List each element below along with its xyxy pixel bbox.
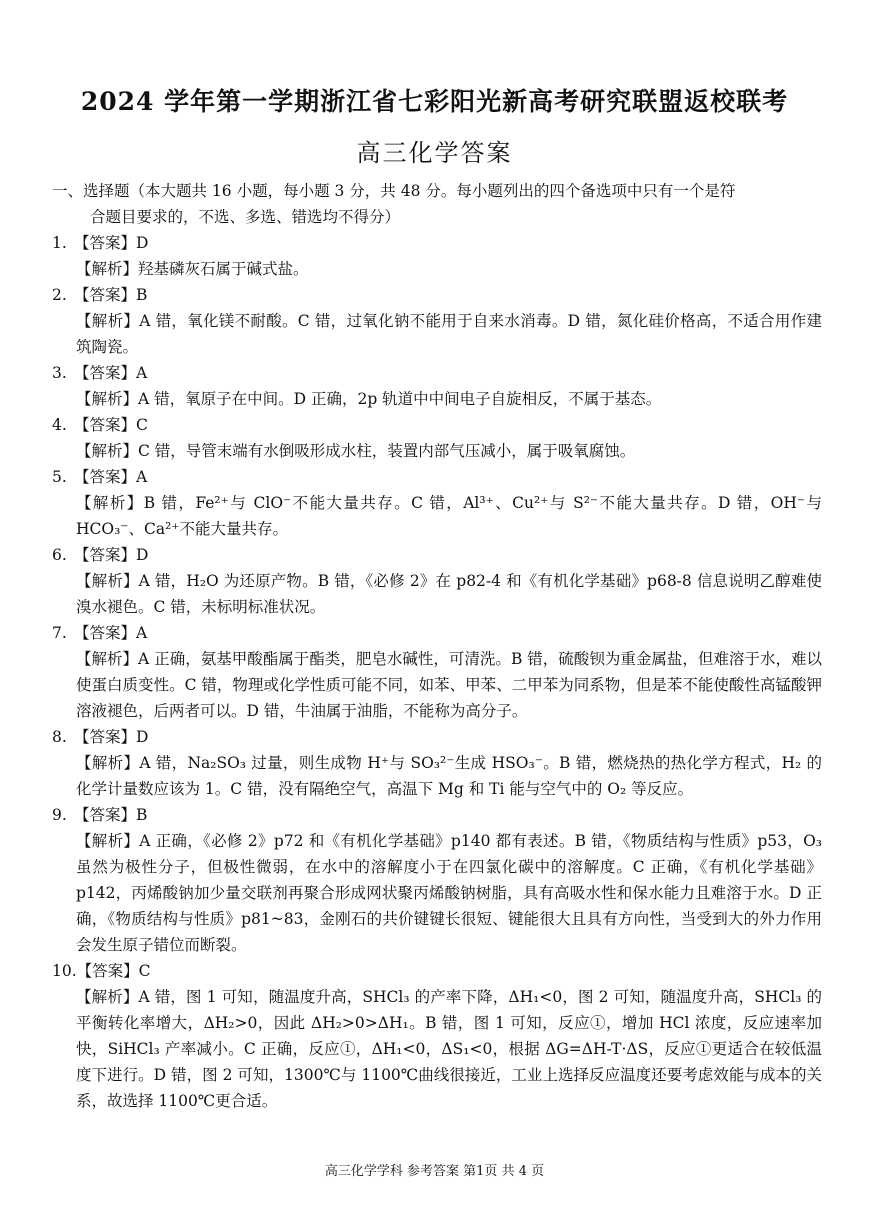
answer-content bbox=[52, 178, 822, 1114]
answer-item bbox=[52, 542, 822, 620]
item-explanation: 【解析】A 错，图 1 可知，随温度升高，SHCl₃ 的产率下降，ΔH₁<0，图 2 可知，随温度升高，SHCl₃ 的平衡转化率增大，ΔH₂>0，因此 ΔH₂>0>ΔH₁。B 错，图 1 可知，反应①，增加 HCl 浓度，反应速率加快，SiHCl₃ 产率减小。C 正确，反应①，ΔH₁<0，ΔS₁<0，根据 ΔG=ΔH-T·ΔS，反应①更适合在较低温度下进行。D 错，图 2 可知，1300℃与 1100℃曲线很接近，工业上选择反应温度还要考虑效能与成本的关系，故选择 1100℃更合适。 bbox=[76, 988, 822, 1110]
item-explanation: 【解析】A 错，Na₂SO₃ 过量，则生成物 H⁺与 SO₃²⁻生成 HSO₃⁻。B 错，燃烧热的热化学方程式，H₂ 的化学计量数应该为 1。C 错，没有隔绝空气，高温下 Mg 和 Ti 能与空气中的 O₂ 等反应。 bbox=[76, 754, 822, 798]
item-explanation: 【解析】A 正确，《必修 2》p72 和《有机化学基础》p140 都有表述。B 错，《物质结构与性质》p53，O₃ 虽然为极性分子，但极性微弱，在水中的溶解度小于在四氯化碳中的溶解度。C 正确，《有机化学基础》p142，丙烯酸钠加少量交联剂再聚合形成网状聚丙烯酸钠树脂，具有高吸水性和保水能力且难溶于水。D 正确，《物质结构与性质》p81~83，金刚石的共价键键长很短、键能很大且具有方向性，当受到大的外力作用会发生原子错位而断裂。 bbox=[76, 832, 822, 954]
item-explanation: 【解析】A 正确，氨基甲酸酯属于酯类，肥皂水碱性，可清洗。B 错，硫酸钡为重金属盐，但难溶于水，难以使蛋白质变性。C 错，物理或化学性质可能不同，如苯、甲苯、二甲苯为同系物，但是苯不能使酸性高锰酸钾溶液褪色，后两者可以。D 错，牛油属于油脂，不能称为高分子。 bbox=[76, 650, 822, 720]
item-number: 3. bbox=[52, 364, 67, 382]
section-heading bbox=[52, 178, 822, 230]
item-number: 8. bbox=[52, 728, 67, 746]
document-title: 2024 学年第一学期浙江省七彩阳光新高考研究联盟返校联考 bbox=[80, 87, 789, 116]
item-answer: 【答案】A bbox=[74, 468, 148, 486]
item-answer: 【答案】B bbox=[74, 286, 148, 304]
item-answer: 【答案】D bbox=[74, 234, 149, 252]
item-number: 6. bbox=[52, 546, 67, 564]
item-number: 7. bbox=[52, 624, 67, 642]
item-answer: 【答案】C bbox=[76, 962, 151, 980]
item-number: 10. bbox=[52, 962, 77, 980]
item-explanation: 【解析】A 错，氧原子在中间。D 正确，2p 轨道中中间电子自旋相反，不属于基态。 bbox=[76, 390, 662, 408]
answer-item bbox=[52, 802, 822, 958]
answer-item bbox=[52, 282, 822, 360]
item-explanation: 【解析】B 错，Fe²⁺与 ClO⁻不能大量共存。C 错，Al³⁺、Cu²⁺与 S²⁻不能大量共存。D 错，OH⁻与 HCO₃⁻、Ca²⁺不能大量共存。 bbox=[76, 494, 822, 538]
item-answer: 【答案】A bbox=[74, 364, 148, 382]
item-answer: 【答案】A bbox=[74, 624, 148, 642]
item-answer: 【答案】D bbox=[74, 546, 149, 564]
answer-item bbox=[52, 360, 822, 412]
answer-item bbox=[52, 958, 822, 1114]
item-number: 1. bbox=[52, 234, 67, 252]
answer-item bbox=[52, 464, 822, 542]
item-explanation: 【解析】A 错，氧化镁不耐酸。C 错，过氧化钠不能用于自来水消毒。D 错，氮化硅价格高，不适合用作建筑陶瓷。 bbox=[76, 312, 822, 356]
document-subtitle: 高三化学答案 bbox=[356, 139, 513, 167]
item-number: 4. bbox=[52, 416, 67, 434]
item-number: 2. bbox=[52, 286, 67, 304]
section-heading-cont: 合题目要求的，不选、多选、错选均不得分） bbox=[90, 208, 401, 226]
answer-item bbox=[52, 620, 822, 724]
item-answer: 【答案】B bbox=[74, 806, 148, 824]
item-explanation: 【解析】A 错，H₂O 为还原产物。B 错，《必修 2》在 p82-4 和《有机化学基础》p68-8 信息说明乙醇难使溴水褪色。C 错，未标明标准状况。 bbox=[76, 572, 822, 616]
page-footer: 高三化学学科 参考答案 第1页 共 4 页 bbox=[324, 1164, 545, 1179]
answer-item bbox=[52, 724, 822, 802]
answer-item bbox=[52, 230, 822, 282]
item-answer: 【答案】D bbox=[74, 728, 149, 746]
item-explanation: 【解析】C 错，导管末端有水倒吸形成水柱，装置内部气压减小，属于吸氧腐蚀。 bbox=[76, 442, 636, 460]
item-number: 9. bbox=[52, 806, 67, 824]
item-explanation: 【解析】羟基磷灰石属于碱式盐。 bbox=[76, 260, 309, 278]
section-heading-text: 一、选择题（本大题共 16 小题，每小题 3 分，共 48 分。每小题列出的四个备选项中只有一个是符 bbox=[52, 182, 736, 200]
item-number: 5. bbox=[52, 468, 67, 486]
answer-item bbox=[52, 412, 822, 464]
item-answer: 【答案】C bbox=[74, 416, 148, 434]
